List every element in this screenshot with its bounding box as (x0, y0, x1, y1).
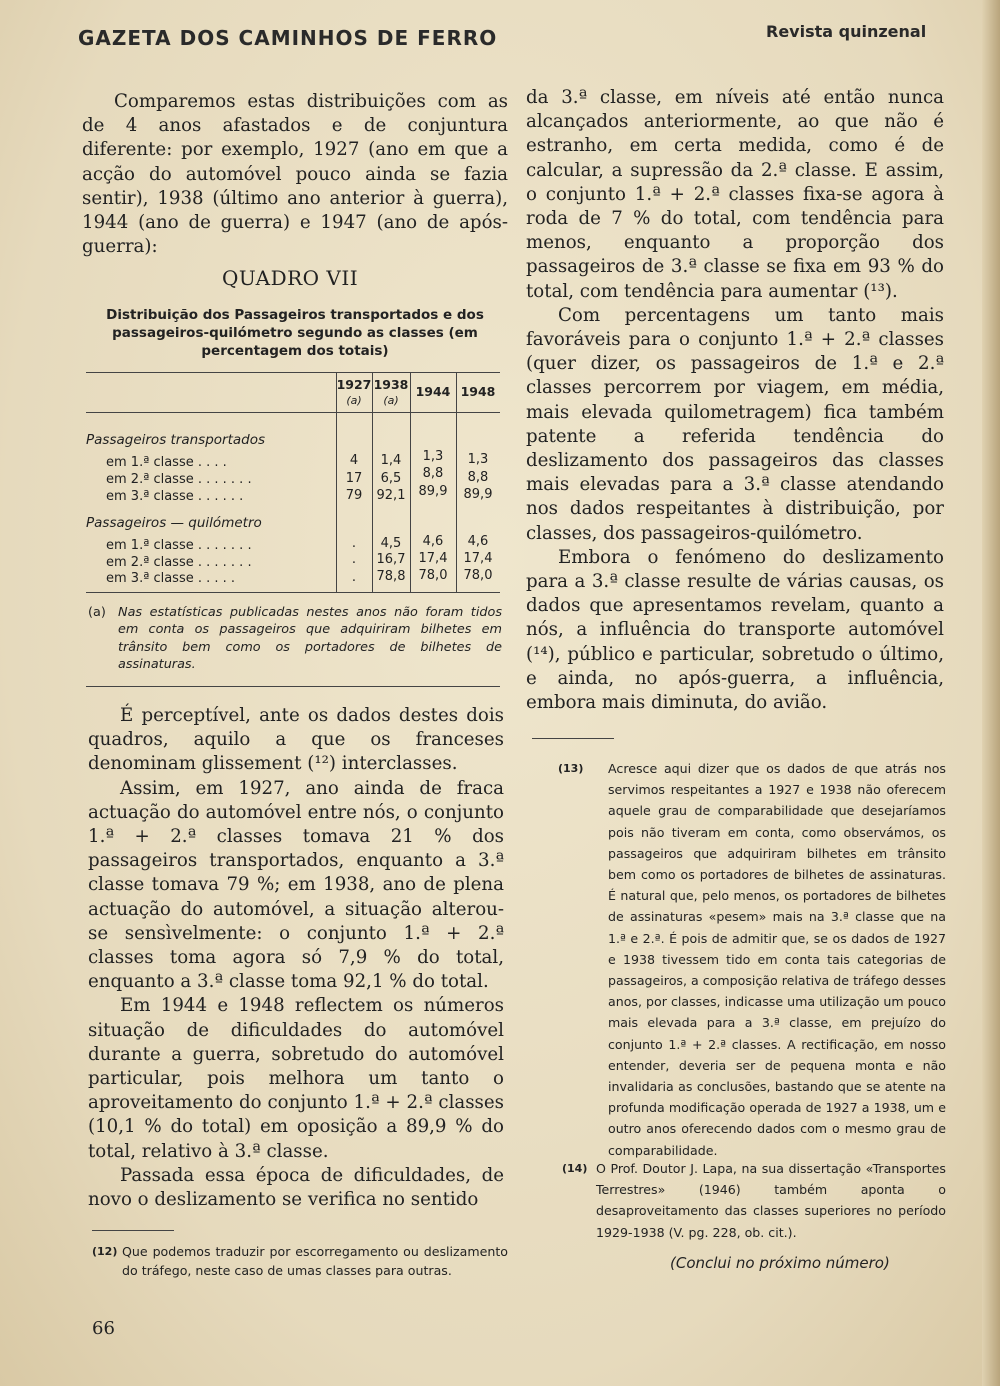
footnote-text: Acresce aqui dizer que os dados de que atrás nos servimos respeitantes a 1927 e 1938 não oferecem aquele grau de comparabilidade que desejaríamos pois não tiveram em conta, como observámos, os passageiros que adquiriram bilhetes em trânsito bem como os portadores de bilhetes de assinaturas. É natural que, pelo menos, os portadores de bilhetes de assinaturas «pesem» mais na 3.ª classe que na 1.ª e 2.ª. É pois de admitir que, se os dados de 1927 e 1938 tivessem tido em conta tais categorias de passageiros, a composição relativa de tráfego desses anos, por classes, indicasse uma utilização um pouco mais elevada para a 3.ª classe, em prejuízo do conjunto 1.ª + 2.ª classes. A rectificação, em nosso entender, deveria ser de pequena monta e não invalidaria as conclusões, bastando que se atente na profunda modificação operada de 1927 a 1938, um e outro anos oferecendo dados com o mesmo grau de comparabilidade. (608, 761, 946, 1158)
footnote-text: O Prof. Doutor J. Lapa, na sua dissertação «Transportes Terrestres» (1946) também aponta o desaproveitamento das classes superiores no período 1929-1938 (V. pg. 228, ob. cit.). (596, 1161, 946, 1240)
journal-subtitle: Revista quinzenal (766, 22, 927, 41)
paragraph: Embora o fenómeno do deslizamento para a 3.ª classe resulte de várias causas, os dados que apresentamos revelam, quanto a nós, a influência do transporte automóvel (¹⁴), público e particular, sobretudo o último, e ainda, no após-guerra, a influência, embora mais diminuta, do avião. (526, 546, 944, 714)
right-body (526, 86, 944, 715)
row-label: em 1.ª classe . . . . . . . (106, 538, 252, 553)
table-cell: . (351, 536, 357, 551)
table-cell: 8,8 (467, 470, 489, 485)
table-cell: 1,4 (380, 453, 402, 468)
table-cell: 17,4 (463, 551, 493, 566)
row-label: em 3.ª classe . . . . . (106, 571, 236, 586)
table-cell: 78,8 (376, 569, 406, 584)
table-cell: 89,9 (418, 484, 448, 499)
table-cell: 6,5 (380, 471, 402, 486)
table-rule-head (86, 412, 500, 413)
table-cell: 78,0 (463, 568, 493, 583)
table-cell: 4 (349, 453, 359, 468)
col-header: 1938 (373, 377, 409, 392)
table-note-marker: (a) (88, 605, 106, 620)
intro-paragraph: Comparemos estas distribuições com as de 4 anos afastados e de conjuntura diferente: por exemplo, 1927 (ano em que a acção do automóvel pouco ainda se fazia sentir), 1938 (último ano anterior à guerra), 1944 (ano de guerra) e 1947 (ano de após-guerra): (82, 91, 508, 258)
footnote-12 (92, 1242, 508, 1280)
paragraph: É perceptível, ante os dados destes dois quadros, aquilo a que os franceses denominam glissement (¹²) interclasses. (88, 705, 504, 775)
table-note (88, 604, 502, 674)
footnote-number: (13) (558, 762, 584, 775)
left-intro (82, 90, 508, 259)
table-cell: 1,3 (422, 449, 444, 464)
col-header: 1944 (415, 384, 451, 399)
row-label: em 3.ª classe . . . . . . (106, 489, 244, 504)
table-cell: 79 (345, 488, 363, 503)
paragraph: Em 1944 e 1948 reflectem os números situação de dificuldades do automóvel durante a guerra, sobretudo do automóvel particular, pois melhora um tanto o aproveitamento do conjunto 1.ª + 2.ª classes (10,1 % do total) em oposição a 89,9 % do total, relativo à 3.ª classe. (88, 995, 504, 1162)
footnote-14 (562, 1158, 946, 1243)
table-cell: . (351, 570, 357, 585)
row-label: em 1.ª classe . . . . (106, 455, 227, 470)
col-header: 1948 (460, 384, 496, 399)
quadro-caption: Distribuição dos Passageiros transportados e dos passageiros-quilómetro segundo as classes (em percentagem dos totais) (106, 307, 484, 359)
journal-title: GAZETA DOS CAMINHOS DE FERRO (78, 26, 498, 50)
paragraph: da 3.ª classe, em níveis até então nunca alcançados anteriormente, ao que não é estranho, em certa medida, como é de calcular, a supressão da 2.ª classe. E assim, o conjunto 1.ª + 2.ª classes fixa-se agora à roda de 7 % do total, com tendência para menos, enquanto a proporção dos passageiros de 3.ª classe se fixa em 93 % do total, com tendência para aumentar (¹³). (526, 87, 944, 302)
table-cell: 1,3 (467, 452, 489, 467)
footnote-number: (14) (562, 1162, 588, 1175)
footnote-rule (92, 1230, 174, 1231)
table-cell: 4,6 (467, 534, 489, 549)
footnote-number: (12) (92, 1245, 118, 1258)
table-cell: . (351, 552, 357, 567)
paragraph: Com percentagens um tanto mais favoráveis para o conjunto 1.ª + 2.ª classes (quer dizer, os passageiros de 1.ª e 2.ª classes percorrem por viagem, em média, mais elevada quilometragem) fica também patente a referida tendência do deslizamento dos passageiros das classes mais elevadas para a 3.ª classe atendando nos dados respeitantes à distribuição, por classes, dos passageiros-quilómetro. (526, 304, 944, 544)
left-body (88, 704, 504, 1212)
footnote-13 (558, 758, 946, 1161)
table-cell: 17 (345, 471, 363, 486)
table-cell: 17,4 (418, 551, 448, 566)
paragraph: Assim, em 1927, ano ainda de fraca actuação do automóvel entre nós, o conjunto 1.ª + 2.ª classes tomava 21 % dos passageiros transportados, enquanto a 3.ª classe tomava 79 %; em 1938, ano de plena actuação do automóvel, a situação alterou-se sensìvelmente: o conjunto 1.ª + 2.ª classes toma agora só 7,9 % do total, enquanto a 3.ª classe toma 92,1 % do total. (88, 777, 504, 993)
conclusion-note: (Conclui no próximo número) (670, 1254, 890, 1272)
table-cell: 89,9 (463, 487, 493, 502)
table-rule-top (86, 372, 500, 373)
table-note-text: Nas estatísticas publicadas nestes anos não foram tidos em conta os passageiros que adquiriram bilhetes em trânsito bem como os portadores de bilhetes de assinaturas. (118, 605, 502, 673)
col-header: 1927 (336, 377, 372, 392)
page-number: 66 (92, 1318, 115, 1339)
table-cell: 4,5 (380, 536, 402, 551)
group-label: Passageiros transportados (86, 432, 266, 448)
table-cell: 4,6 (422, 534, 444, 549)
footnote-text: Que podemos traduzir por escorregamento ou deslizamento do tráfego, neste caso de umas classes para outras. (122, 1244, 508, 1278)
table-note-rule (86, 686, 500, 687)
table-cell: 92,1 (376, 488, 406, 503)
col-header-note: (a) (346, 394, 362, 407)
footnote-rule (532, 738, 614, 739)
quadro-title: QUADRO VII (222, 266, 359, 290)
table-rule-bottom (86, 592, 500, 593)
page-edge (982, 0, 1000, 1386)
group-label: Passageiros — quilómetro (86, 515, 262, 531)
col-header-note: (a) (383, 394, 399, 407)
table-cell: 16,7 (376, 552, 406, 567)
row-label: em 2.ª classe . . . . . . . (106, 555, 252, 570)
row-label: em 2.ª classe . . . . . . . (106, 472, 252, 487)
paragraph: Passada essa época de dificuldades, de novo o deslizamento se verifica no sentido (88, 1164, 504, 1211)
table-cell: 78,0 (418, 568, 448, 583)
table-cell: 8,8 (422, 466, 444, 481)
